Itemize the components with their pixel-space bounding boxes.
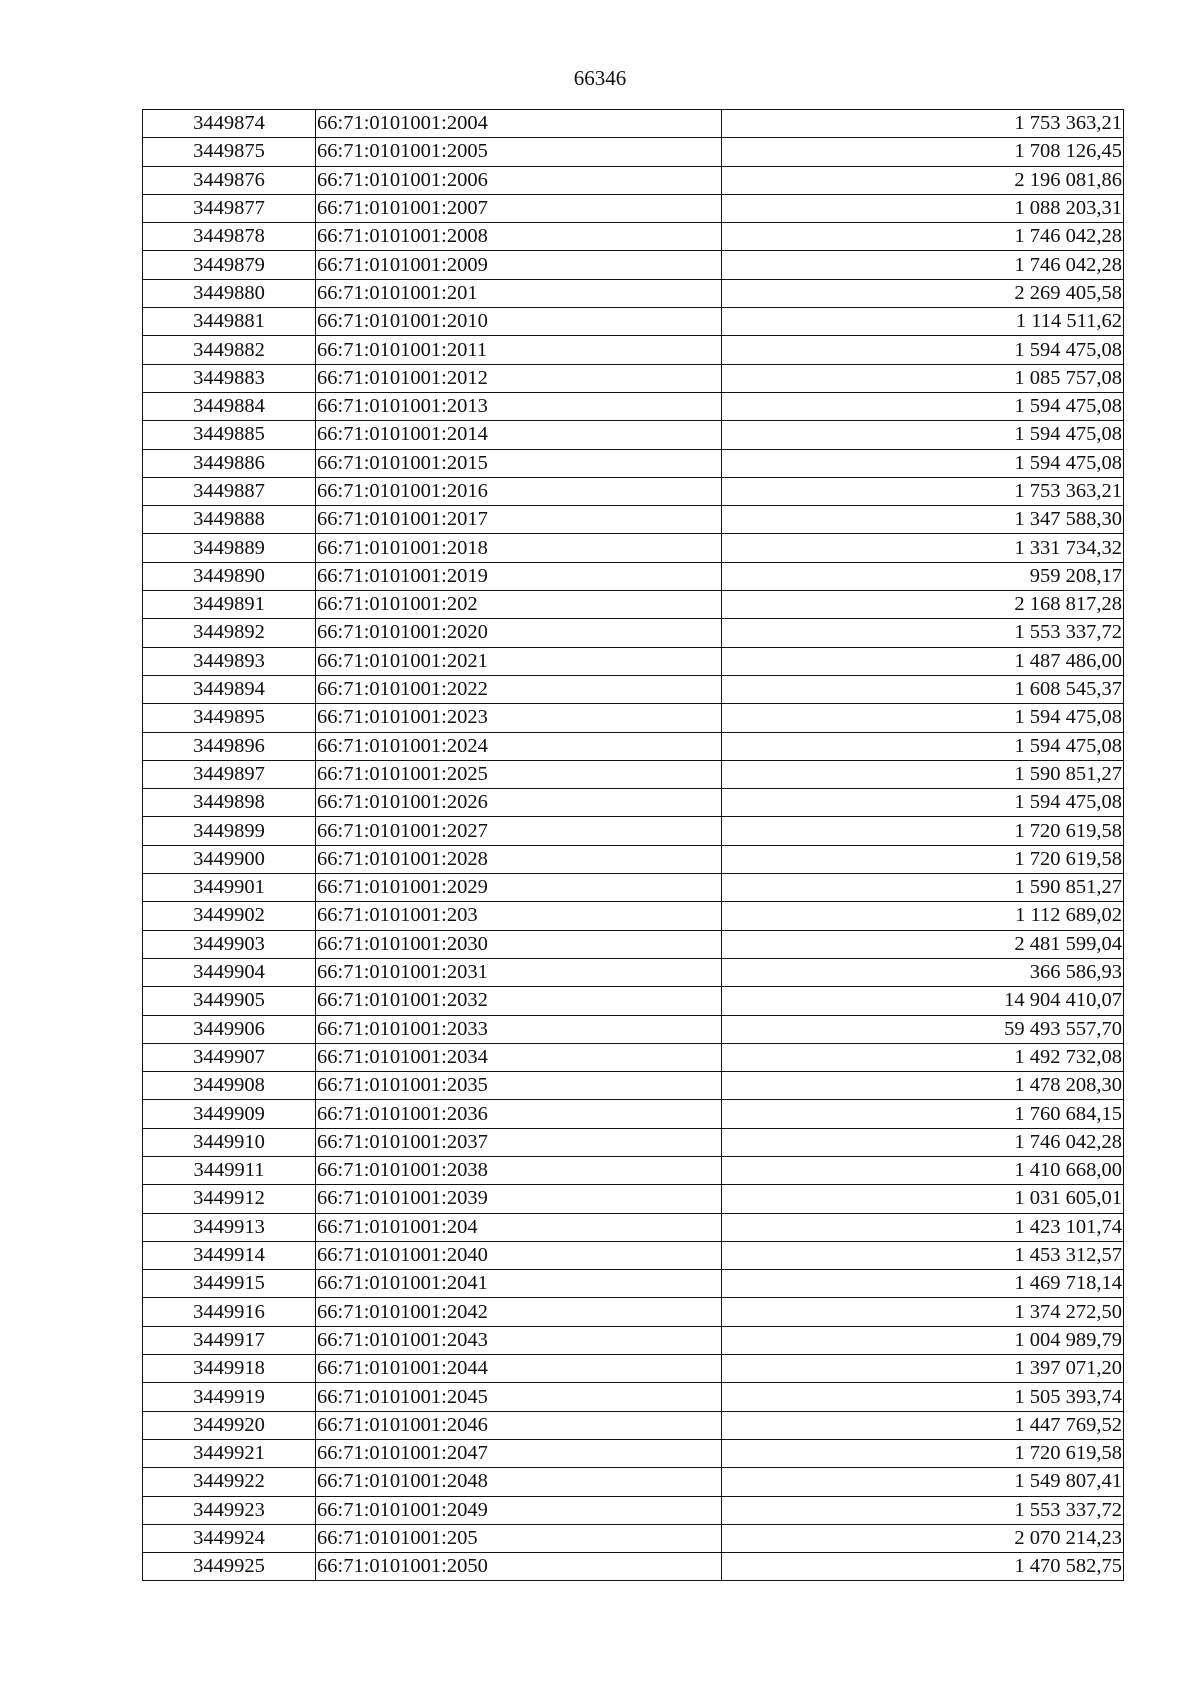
cadastral-number-cell: 66:71:0101001:2029 <box>316 874 722 902</box>
cadastral-number-cell: 66:71:0101001:2043 <box>316 1326 722 1354</box>
table-row <box>143 1241 1124 1269</box>
cadastral-number-cell: 66:71:0101001:2050 <box>316 1553 722 1581</box>
table-row <box>143 477 1124 505</box>
record-id-cell: 3449917 <box>143 1326 316 1354</box>
cadastral-number-cell: 66:71:0101001:2042 <box>316 1298 722 1326</box>
cadastral-value-cell: 1 753 363,21 <box>722 477 1124 505</box>
table-row <box>143 1185 1124 1213</box>
table-row <box>143 449 1124 477</box>
cadastral-value-cell: 1 374 272,50 <box>722 1298 1124 1326</box>
table-row <box>143 1553 1124 1581</box>
cadastral-number-cell: 66:71:0101001:2012 <box>316 364 722 392</box>
record-id-cell: 3449922 <box>143 1468 316 1496</box>
cadastral-value-cell: 14 904 410,07 <box>722 987 1124 1015</box>
record-id-cell: 3449899 <box>143 817 316 845</box>
cadastral-number-cell: 66:71:0101001:2025 <box>316 760 722 788</box>
record-id-cell: 3449902 <box>143 902 316 930</box>
record-id-cell: 3449908 <box>143 1072 316 1100</box>
cadastral-number-cell: 66:71:0101001:2023 <box>316 704 722 732</box>
table-row <box>143 1072 1124 1100</box>
cadastral-value-cell: 1 112 689,02 <box>722 902 1124 930</box>
table-row <box>143 1270 1124 1298</box>
cadastral-value-cell: 1 470 582,75 <box>722 1553 1124 1581</box>
cadastral-number-cell: 66:71:0101001:2022 <box>316 675 722 703</box>
record-id-cell: 3449918 <box>143 1355 316 1383</box>
cadastral-number-cell: 66:71:0101001:2026 <box>316 789 722 817</box>
cadastral-number-cell: 66:71:0101001:2028 <box>316 845 722 873</box>
cadastral-value-cell: 1 492 732,08 <box>722 1043 1124 1071</box>
record-id-cell: 3449878 <box>143 223 316 251</box>
table-row <box>143 392 1124 420</box>
record-id-cell: 3449875 <box>143 138 316 166</box>
record-id-cell: 3449910 <box>143 1128 316 1156</box>
table-row <box>143 789 1124 817</box>
cadastral-number-cell: 66:71:0101001:203 <box>316 902 722 930</box>
record-id-cell: 3449905 <box>143 987 316 1015</box>
cadastral-number-cell: 66:71:0101001:2031 <box>316 958 722 986</box>
cadastral-value-cell: 2 481 599,04 <box>722 930 1124 958</box>
cadastral-value-cell: 1 760 684,15 <box>722 1100 1124 1128</box>
record-id-cell: 3449884 <box>143 392 316 420</box>
cadastral-value-cell: 1 590 851,27 <box>722 760 1124 788</box>
record-id-cell: 3449877 <box>143 194 316 222</box>
cadastral-number-cell: 66:71:0101001:2014 <box>316 421 722 449</box>
cadastral-value-cell: 1 594 475,08 <box>722 336 1124 364</box>
cadastral-number-cell: 66:71:0101001:2006 <box>316 166 722 194</box>
cadastral-number-cell: 66:71:0101001:2017 <box>316 506 722 534</box>
table-row <box>143 279 1124 307</box>
cadastral-number-cell: 66:71:0101001:205 <box>316 1524 722 1552</box>
record-id-cell: 3449897 <box>143 760 316 788</box>
record-id-cell: 3449887 <box>143 477 316 505</box>
table-row <box>143 958 1124 986</box>
cadastral-value-cell: 1 085 757,08 <box>722 364 1124 392</box>
table-row <box>143 732 1124 760</box>
record-id-cell: 3449888 <box>143 506 316 534</box>
table-row <box>143 421 1124 449</box>
table-row <box>143 591 1124 619</box>
cadastral-value-cell: 1 553 337,72 <box>722 619 1124 647</box>
record-id-cell: 3449915 <box>143 1270 316 1298</box>
table-row <box>143 1383 1124 1411</box>
cadastral-number-cell: 66:71:0101001:2010 <box>316 308 722 336</box>
cadastral-number-cell: 66:71:0101001:2039 <box>316 1185 722 1213</box>
cadastral-value-cell: 1 594 475,08 <box>722 704 1124 732</box>
table-row <box>143 647 1124 675</box>
cadastral-value-cell: 1 549 807,41 <box>722 1468 1124 1496</box>
cadastral-number-cell: 66:71:0101001:2005 <box>316 138 722 166</box>
table-row <box>143 930 1124 958</box>
table-row <box>143 845 1124 873</box>
cadastral-value-cell: 59 493 557,70 <box>722 1015 1124 1043</box>
table-row <box>143 166 1124 194</box>
page-number: 66346 <box>573 66 627 90</box>
record-id-cell: 3449914 <box>143 1241 316 1269</box>
record-id-cell: 3449879 <box>143 251 316 279</box>
cadastral-value-cell: 1 478 208,30 <box>722 1072 1124 1100</box>
cadastral-value-cell: 1 708 126,45 <box>722 138 1124 166</box>
cadastral-value-cell: 1 553 337,72 <box>722 1496 1124 1524</box>
record-id-cell: 3449893 <box>143 647 316 675</box>
cadastral-value-cell: 1 505 393,74 <box>722 1383 1124 1411</box>
table-row <box>143 1156 1124 1184</box>
table-row <box>143 1128 1124 1156</box>
cadastral-number-cell: 66:71:0101001:2041 <box>316 1270 722 1298</box>
cadastral-value-cell: 1 608 545,37 <box>722 675 1124 703</box>
table-row <box>143 506 1124 534</box>
cadastral-value-cell: 1 397 071,20 <box>722 1355 1124 1383</box>
table-row <box>143 110 1124 138</box>
cadastral-value-cell: 1 594 475,08 <box>722 392 1124 420</box>
record-id-cell: 3449891 <box>143 591 316 619</box>
cadastral-number-cell: 66:71:0101001:201 <box>316 279 722 307</box>
cadastral-number-cell: 66:71:0101001:2021 <box>316 647 722 675</box>
cadastral-number-cell: 66:71:0101001:2024 <box>316 732 722 760</box>
record-id-cell: 3449903 <box>143 930 316 958</box>
record-id-cell: 3449886 <box>143 449 316 477</box>
cadastral-number-cell: 66:71:0101001:2004 <box>316 110 722 138</box>
table-row <box>143 760 1124 788</box>
cadastral-number-cell: 66:71:0101001:2047 <box>316 1439 722 1467</box>
table-row <box>143 902 1124 930</box>
cadastral-value-cell: 1 594 475,08 <box>722 732 1124 760</box>
record-id-cell: 3449911 <box>143 1156 316 1184</box>
table-row <box>143 817 1124 845</box>
cadastral-value-cell: 1 114 511,62 <box>722 308 1124 336</box>
cadastral-number-cell: 66:71:0101001:204 <box>316 1213 722 1241</box>
table-row <box>143 987 1124 1015</box>
record-id-cell: 3449921 <box>143 1439 316 1467</box>
record-id-cell: 3449896 <box>143 732 316 760</box>
cadastral-value-cell: 1 720 619,58 <box>722 845 1124 873</box>
table-row <box>143 1043 1124 1071</box>
table-row <box>143 251 1124 279</box>
cadastral-number-cell: 66:71:0101001:2040 <box>316 1241 722 1269</box>
cadastral-value-cell: 1 031 605,01 <box>722 1185 1124 1213</box>
cadastral-value-cell: 366 586,93 <box>722 958 1124 986</box>
table-row <box>143 308 1124 336</box>
record-id-cell: 3449898 <box>143 789 316 817</box>
table-row <box>143 1015 1124 1043</box>
table-row <box>143 336 1124 364</box>
cadastral-value-cell: 2 196 081,86 <box>722 166 1124 194</box>
cadastral-value-cell: 2 168 817,28 <box>722 591 1124 619</box>
table-row <box>143 223 1124 251</box>
cadastral-number-cell: 66:71:0101001:2033 <box>316 1015 722 1043</box>
table-row <box>143 704 1124 732</box>
record-id-cell: 3449894 <box>143 675 316 703</box>
record-id-cell: 3449890 <box>143 562 316 590</box>
table-row <box>143 1468 1124 1496</box>
cadastral-number-cell: 66:71:0101001:2007 <box>316 194 722 222</box>
cadastral-value-cell: 1 088 203,31 <box>722 194 1124 222</box>
cadastral-number-cell: 66:71:0101001:2045 <box>316 1383 722 1411</box>
cadastral-value-cell: 2 269 405,58 <box>722 279 1124 307</box>
cadastral-number-cell: 66:71:0101001:2044 <box>316 1355 722 1383</box>
cadastral-value-cell: 1 720 619,58 <box>722 817 1124 845</box>
cadastral-number-cell: 66:71:0101001:2027 <box>316 817 722 845</box>
cadastral-value-cell: 1 469 718,14 <box>722 1270 1124 1298</box>
record-id-cell: 3449882 <box>143 336 316 364</box>
cadastral-value-table <box>142 109 1124 1581</box>
cadastral-value-cell: 1 746 042,28 <box>722 251 1124 279</box>
table-row <box>143 1100 1124 1128</box>
cadastral-value-cell: 1 594 475,08 <box>722 789 1124 817</box>
cadastral-number-cell: 66:71:0101001:202 <box>316 591 722 619</box>
cadastral-number-cell: 66:71:0101001:2046 <box>316 1411 722 1439</box>
cadastral-value-cell: 1 594 475,08 <box>722 421 1124 449</box>
table-row <box>143 675 1124 703</box>
record-id-cell: 3449880 <box>143 279 316 307</box>
cadastral-number-cell: 66:71:0101001:2048 <box>316 1468 722 1496</box>
record-id-cell: 3449924 <box>143 1524 316 1552</box>
record-id-cell: 3449881 <box>143 308 316 336</box>
cadastral-value-cell: 1 453 312,57 <box>722 1241 1124 1269</box>
cadastral-value-cell: 2 070 214,23 <box>722 1524 1124 1552</box>
table-row <box>143 534 1124 562</box>
cadastral-number-cell: 66:71:0101001:2019 <box>316 562 722 590</box>
record-id-cell: 3449916 <box>143 1298 316 1326</box>
record-id-cell: 3449876 <box>143 166 316 194</box>
cadastral-value-cell: 1 720 619,58 <box>722 1439 1124 1467</box>
cadastral-value-cell: 1 004 989,79 <box>722 1326 1124 1354</box>
cadastral-number-cell: 66:71:0101001:2015 <box>316 449 722 477</box>
table-row <box>143 1524 1124 1552</box>
record-id-cell: 3449883 <box>143 364 316 392</box>
table-row <box>143 1439 1124 1467</box>
table-row <box>143 138 1124 166</box>
cadastral-value-cell: 1 590 851,27 <box>722 874 1124 902</box>
table-row <box>143 1355 1124 1383</box>
record-id-cell: 3449885 <box>143 421 316 449</box>
cadastral-number-cell: 66:71:0101001:2008 <box>316 223 722 251</box>
cadastral-value-cell: 1 447 769,52 <box>722 1411 1124 1439</box>
table-row <box>143 1298 1124 1326</box>
record-id-cell: 3449912 <box>143 1185 316 1213</box>
record-id-cell: 3449900 <box>143 845 316 873</box>
cadastral-value-cell: 959 208,17 <box>722 562 1124 590</box>
table-row <box>143 1326 1124 1354</box>
cadastral-number-cell: 66:71:0101001:2020 <box>316 619 722 647</box>
record-id-cell: 3449920 <box>143 1411 316 1439</box>
record-id-cell: 3449909 <box>143 1100 316 1128</box>
table-row <box>143 874 1124 902</box>
record-id-cell: 3449923 <box>143 1496 316 1524</box>
cadastral-number-cell: 66:71:0101001:2009 <box>316 251 722 279</box>
record-id-cell: 3449925 <box>143 1553 316 1581</box>
record-id-cell: 3449907 <box>143 1043 316 1071</box>
cadastral-number-cell: 66:71:0101001:2038 <box>316 1156 722 1184</box>
cadastral-value-cell: 1 753 363,21 <box>722 110 1124 138</box>
record-id-cell: 3449892 <box>143 619 316 647</box>
record-id-cell: 3449919 <box>143 1383 316 1411</box>
table-row <box>143 1496 1124 1524</box>
cadastral-value-cell: 1 410 668,00 <box>722 1156 1124 1184</box>
table-row <box>143 562 1124 590</box>
cadastral-number-cell: 66:71:0101001:2013 <box>316 392 722 420</box>
cadastral-number-cell: 66:71:0101001:2034 <box>316 1043 722 1071</box>
record-id-cell: 3449913 <box>143 1213 316 1241</box>
record-id-cell: 3449904 <box>143 958 316 986</box>
table-row <box>143 1213 1124 1241</box>
cadastral-number-cell: 66:71:0101001:2035 <box>316 1072 722 1100</box>
cadastral-number-cell: 66:71:0101001:2049 <box>316 1496 722 1524</box>
record-id-cell: 3449901 <box>143 874 316 902</box>
table-row <box>143 619 1124 647</box>
cadastral-value-cell: 1 331 734,32 <box>722 534 1124 562</box>
cadastral-number-cell: 66:71:0101001:2018 <box>316 534 722 562</box>
table-row <box>143 364 1124 392</box>
cadastral-number-cell: 66:71:0101001:2037 <box>316 1128 722 1156</box>
table-body <box>143 110 1124 1581</box>
cadastral-value-cell: 1 487 486,00 <box>722 647 1124 675</box>
table-row <box>143 194 1124 222</box>
cadastral-value-cell: 1 347 588,30 <box>722 506 1124 534</box>
cadastral-number-cell: 66:71:0101001:2011 <box>316 336 722 364</box>
cadastral-value-cell: 1 746 042,28 <box>722 1128 1124 1156</box>
record-id-cell: 3449895 <box>143 704 316 732</box>
record-id-cell: 3449906 <box>143 1015 316 1043</box>
table-row <box>143 1411 1124 1439</box>
record-id-cell: 3449874 <box>143 110 316 138</box>
record-id-cell: 3449889 <box>143 534 316 562</box>
cadastral-number-cell: 66:71:0101001:2036 <box>316 1100 722 1128</box>
cadastral-value-cell: 1 746 042,28 <box>722 223 1124 251</box>
cadastral-number-cell: 66:71:0101001:2030 <box>316 930 722 958</box>
cadastral-value-cell: 1 594 475,08 <box>722 449 1124 477</box>
cadastral-number-cell: 66:71:0101001:2016 <box>316 477 722 505</box>
cadastral-number-cell: 66:71:0101001:2032 <box>316 987 722 1015</box>
cadastral-value-cell: 1 423 101,74 <box>722 1213 1124 1241</box>
